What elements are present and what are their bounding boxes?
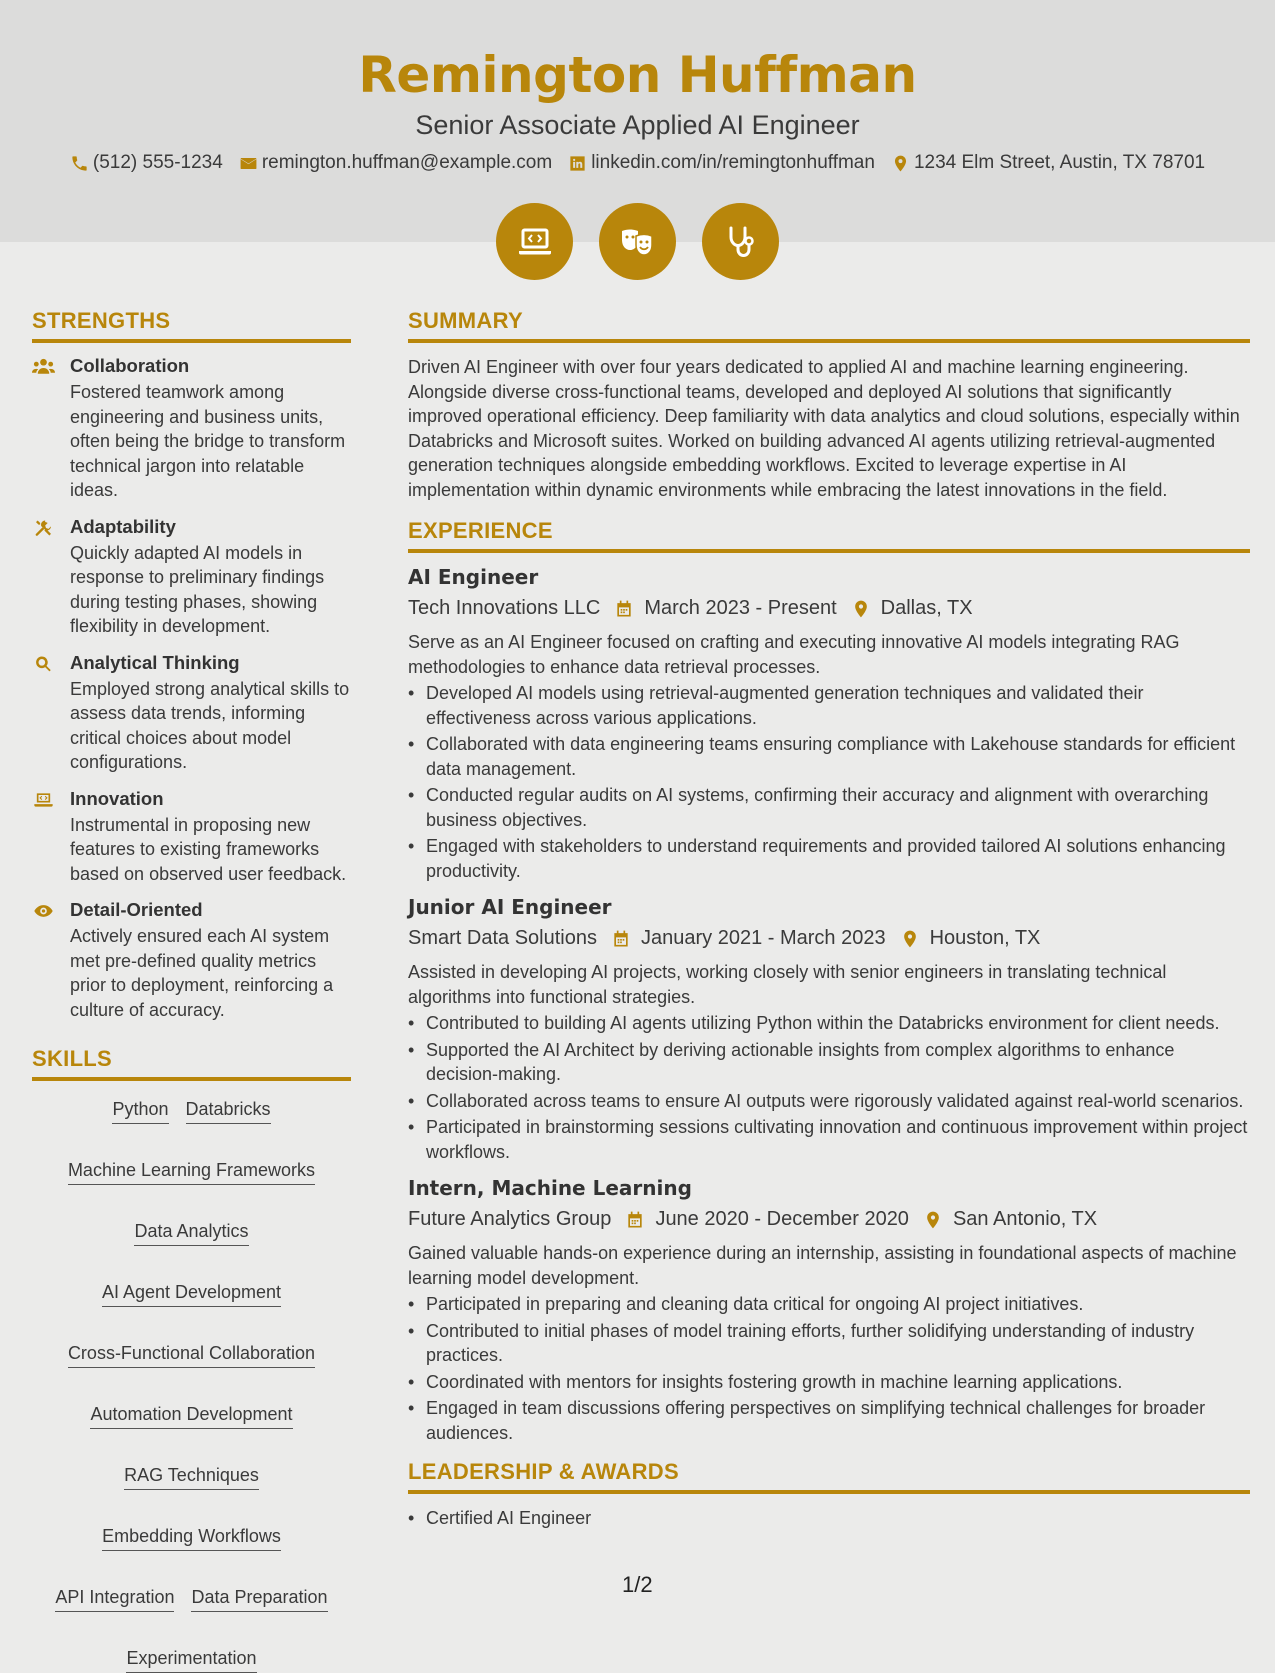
contact-address bbox=[891, 152, 1205, 174]
phone-icon bbox=[70, 154, 89, 173]
badge-stethoscope bbox=[702, 203, 779, 280]
skill-tag: Machine Learning Frameworks bbox=[68, 1160, 315, 1185]
skill-tag: Cross-Functional Collaboration bbox=[68, 1343, 315, 1368]
contact-phone[interactable] bbox=[70, 152, 223, 174]
strength-item bbox=[32, 516, 351, 639]
job-description: Gained valuable hands-on experience during an internship, assisting in foundational aspects of machine learning model development. bbox=[408, 1243, 1237, 1288]
job-dates: January 2021 - March 2023 bbox=[640, 927, 886, 949]
leadership-heading: LEADERSHIP & AWARDS bbox=[408, 1459, 1250, 1494]
strengths-heading: STRENGTHS bbox=[32, 308, 351, 343]
job-description: Assisted in developing AI projects, working closely with senior engineers in translating technical algorithms into functional strategies. bbox=[408, 962, 1167, 1007]
strength-name: Collaboration bbox=[70, 355, 190, 376]
job-dates: June 2020 - December 2020 bbox=[655, 1208, 909, 1230]
strength-item bbox=[32, 899, 351, 1022]
list-item: • Certified AI Engineer bbox=[408, 1506, 1250, 1531]
laptop-code-icon bbox=[32, 790, 55, 810]
skill-tag: Embedding Workflows bbox=[102, 1526, 281, 1551]
contact-email[interactable] bbox=[239, 152, 552, 174]
badge-masks bbox=[599, 203, 676, 280]
strength-name: Adaptability bbox=[70, 515, 176, 537]
left-column bbox=[32, 308, 351, 1673]
list-item: • Engaged with stakeholders to understand requirements and provided tailored AI solutions enhancing productivity. bbox=[408, 834, 1250, 883]
calendar-icon bbox=[614, 599, 634, 619]
contact-row bbox=[0, 152, 1275, 174]
summary-heading: SUMMARY bbox=[408, 308, 1250, 343]
job-bullets bbox=[408, 1011, 1250, 1164]
experience-entry bbox=[408, 1176, 1250, 1445]
job-bullets bbox=[408, 681, 1250, 883]
list-item: • Collaborated with data engineering teams ensuring compliance with Lakehouse standards for efficient data management. bbox=[408, 732, 1250, 781]
job-bullets bbox=[408, 1292, 1250, 1445]
strength-item bbox=[32, 355, 351, 503]
strength-name: Analytical Thinking bbox=[70, 651, 240, 673]
map-pin-icon bbox=[891, 154, 910, 173]
job-description: Serve as an AI Engineer focused on crafting and executing innovative AI models integrating RAG methodologies to enhance data retrieval processes. bbox=[408, 632, 1180, 677]
skills-heading: SKILLS bbox=[32, 1046, 351, 1081]
job-meta bbox=[408, 1208, 1250, 1231]
strength-desc: Employed strong analytical skills to assess data trends, informing critical choices about model configurations. bbox=[70, 678, 350, 772]
job-meta bbox=[408, 597, 1250, 620]
job-location: Dallas, TX bbox=[880, 597, 973, 619]
job-meta bbox=[408, 927, 1250, 950]
job-title: Senior Associate Applied AI Engineer bbox=[415, 110, 860, 140]
strength-item bbox=[32, 652, 351, 775]
candidate-name: Remington Huffman bbox=[358, 46, 917, 104]
page-indicator: 1/2 bbox=[622, 1572, 653, 1597]
skill-tag: Python bbox=[112, 1099, 168, 1124]
skill-tag: Automation Development bbox=[90, 1404, 292, 1429]
map-pin-icon bbox=[851, 599, 871, 619]
skill-tag: AI Agent Development bbox=[102, 1282, 281, 1307]
laptop-code-icon bbox=[515, 222, 555, 262]
list-item: • Supported the AI Architect by deriving actionable insights from complex algorithms to enhance decision-making. bbox=[408, 1038, 1250, 1087]
skill-tag: Data Analytics bbox=[134, 1221, 248, 1246]
contact-email-text: remington.huffman@example.com bbox=[261, 152, 553, 173]
right-column bbox=[408, 308, 1250, 1533]
skill-tag: Experimentation bbox=[126, 1648, 256, 1673]
list-item: • Developed AI models using retrieval-augmented generation techniques and validated their effectiveness across various applications. bbox=[408, 681, 1250, 730]
interest-badges bbox=[0, 203, 1275, 280]
summary-text: Driven AI Engineer with over four years dedicated to applied AI and machine learning engineering. Alongside diverse cross-functional teams, developed and deployed AI solutions that significantly improved operational efficiency. Deep familiarity with data analytics and cloud solutions, especially within Databricks and Microsoft suites. Worked on building advanced AI agents utilizing retrieval-augmented generation techniques alongside embedding workflows. Excited to leverage expertise in AI implementation within dynamic environments while embracing the latest innovations in the field. bbox=[408, 357, 1240, 500]
contact-phone-text: (512) 555-1234 bbox=[92, 152, 223, 173]
tools-icon bbox=[32, 518, 55, 538]
strength-name: Detail-Oriented bbox=[70, 899, 203, 920]
job-role: AI Engineer bbox=[408, 565, 539, 589]
job-company: Tech Innovations LLC bbox=[408, 597, 601, 619]
badge-laptop bbox=[496, 203, 573, 280]
list-item: • Conducted regular audits on AI systems, confirming their accuracy and alignment with overarching business objectives. bbox=[408, 783, 1250, 832]
strength-item bbox=[32, 788, 351, 887]
list-item: • Contributed to building AI agents utilizing Python within the Databricks environment for client needs. bbox=[408, 1011, 1250, 1036]
calendar-icon bbox=[625, 1210, 645, 1230]
experience-heading: EXPERIENCE bbox=[408, 518, 1250, 553]
skill-tag: RAG Techniques bbox=[124, 1465, 259, 1490]
skills-list bbox=[32, 1093, 351, 1673]
contact-linkedin[interactable] bbox=[568, 152, 875, 174]
job-company: Future Analytics Group bbox=[408, 1208, 612, 1230]
strength-name: Innovation bbox=[70, 787, 164, 809]
users-icon bbox=[32, 357, 55, 377]
job-role: Intern, Machine Learning bbox=[408, 1176, 692, 1200]
search-icon bbox=[32, 654, 55, 674]
job-company: Smart Data Solutions bbox=[408, 927, 597, 949]
leadership-list bbox=[408, 1506, 1250, 1531]
list-item: • Contributed to initial phases of model training efforts, further solidifying understanding of industry practices. bbox=[408, 1319, 1250, 1368]
job-dates: March 2023 - Present bbox=[644, 597, 837, 619]
envelope-icon bbox=[239, 154, 258, 173]
calendar-icon bbox=[611, 929, 631, 949]
experience-entry bbox=[408, 565, 1250, 883]
list-item: • Engaged in team discussions offering perspectives on simplifying technical challenges for broader audiences. bbox=[408, 1396, 1250, 1445]
job-role: Junior AI Engineer bbox=[408, 895, 612, 919]
skill-tag: Databricks bbox=[186, 1099, 271, 1124]
strength-desc: Quickly adapted AI models in response to preliminary findings during testing phases, showing flexibility in development. bbox=[70, 542, 325, 636]
list-item: • Participated in brainstorming sessions cultivating innovation and continuous improvement within project workflows. bbox=[408, 1115, 1250, 1164]
job-location: Houston, TX bbox=[929, 927, 1041, 949]
linkedin-icon bbox=[568, 154, 587, 173]
stethoscope-icon bbox=[721, 222, 761, 262]
strength-desc: Fostered teamwork among engineering and business units, often being the bridge to transform technical jargon into relatable ideas. bbox=[70, 382, 346, 500]
experience-entry bbox=[408, 895, 1250, 1164]
theater-masks-icon bbox=[618, 222, 658, 262]
skill-tag: API Integration bbox=[55, 1587, 174, 1612]
list-item: • Coordinated with mentors for insights fostering growth in machine learning applications. bbox=[408, 1370, 1250, 1395]
skill-tag: Data Preparation bbox=[191, 1587, 327, 1612]
job-location: San Antonio, TX bbox=[952, 1208, 1098, 1230]
contact-linkedin-text: linkedin.com/in/remingtonhuffman bbox=[591, 152, 875, 173]
list-item: • Collaborated across teams to ensure AI outputs were rigorously validated against real-world scenarios. bbox=[408, 1089, 1250, 1114]
contact-address-text: 1234 Elm Street, Austin, TX 78701 bbox=[913, 152, 1206, 173]
map-pin-icon bbox=[900, 929, 920, 949]
strength-desc: Instrumental in proposing new features to existing frameworks based on observed user feedback. bbox=[70, 814, 347, 884]
list-item: • Participated in preparing and cleaning data critical for ongoing AI project initiatives. bbox=[408, 1292, 1250, 1317]
eye-icon bbox=[32, 901, 55, 921]
strength-desc: Actively ensured each AI system met pre-defined quality metrics prior to deployment, reinforcing a culture of accuracy. bbox=[70, 926, 334, 1020]
map-pin-icon bbox=[923, 1210, 943, 1230]
